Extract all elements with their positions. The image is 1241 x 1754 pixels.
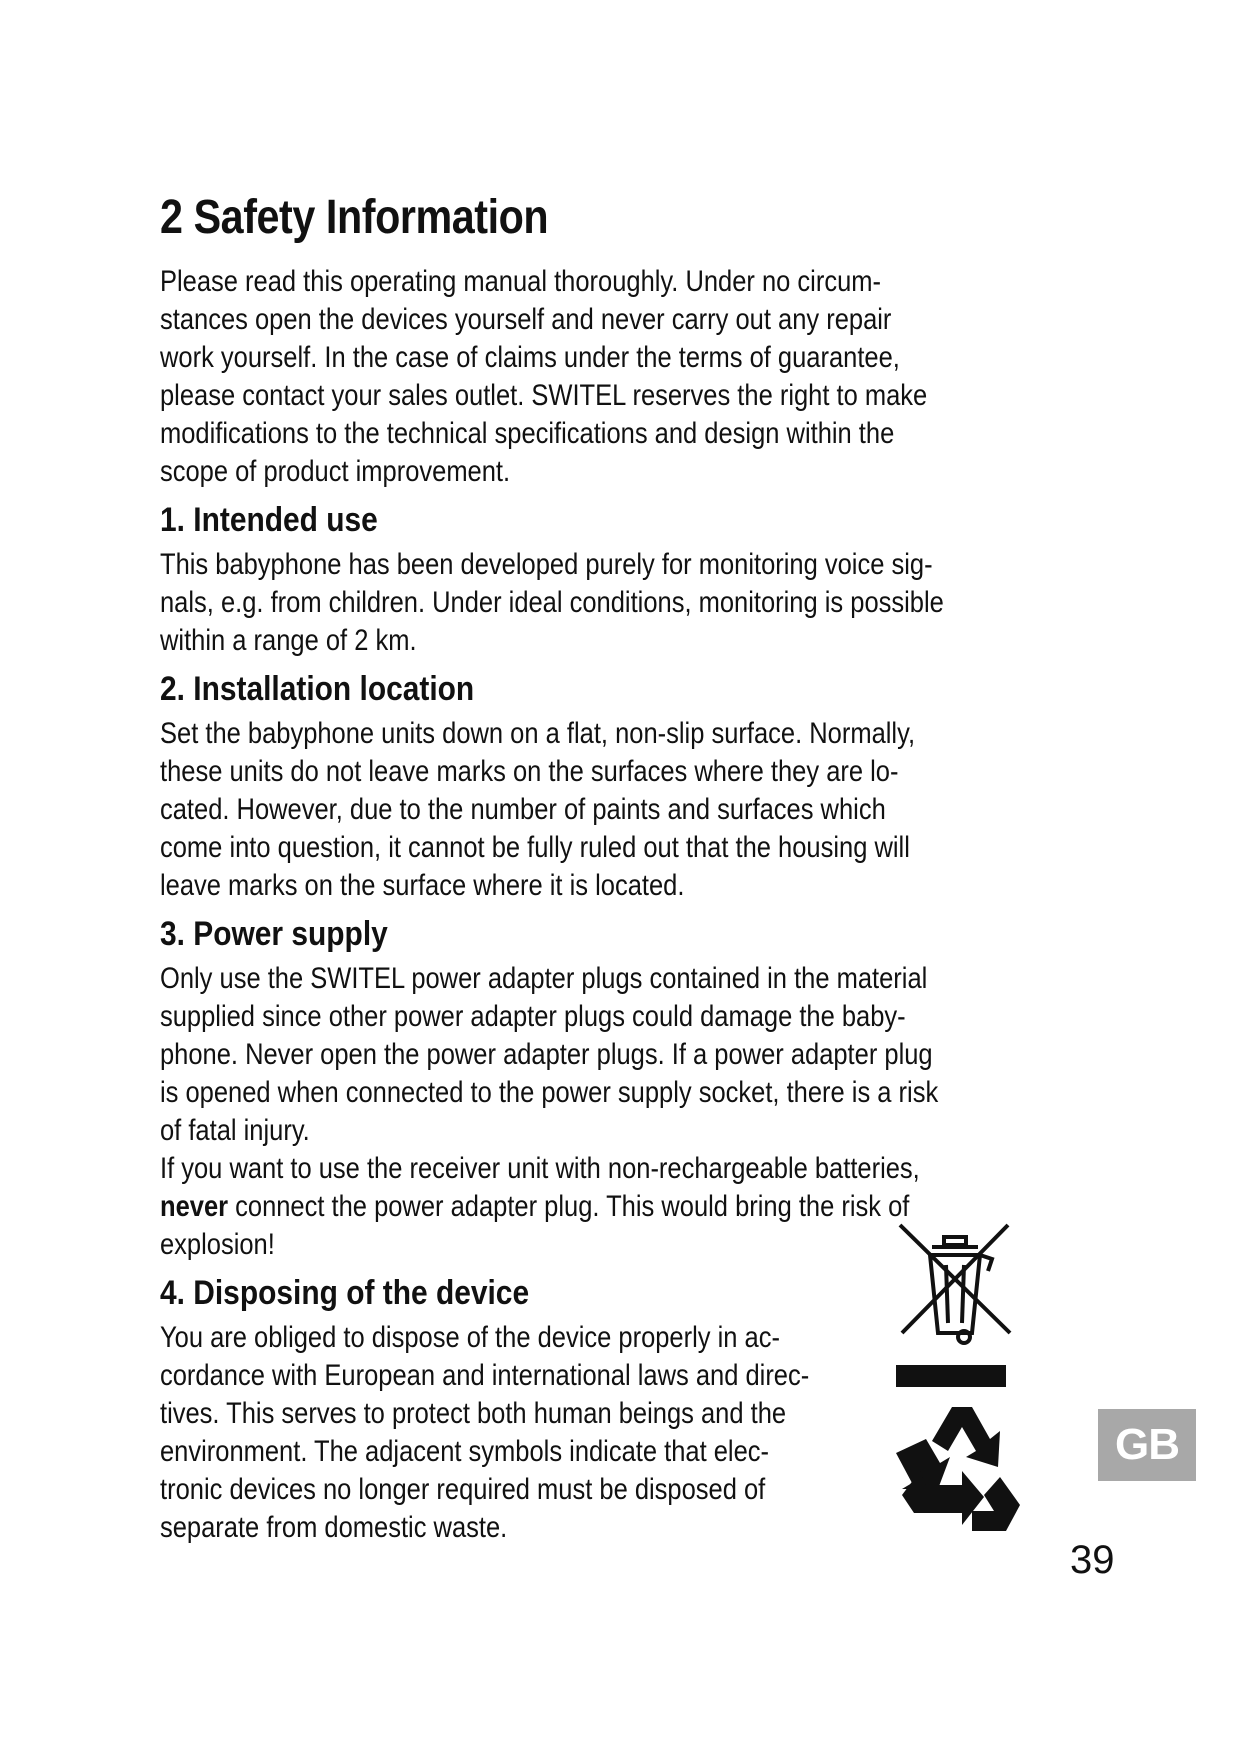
paragraph-line: these units do not leave marks on the surfaces where they are lo-	[160, 755, 899, 788]
paragraph-line: cated. However, due to the number of paints and surfaces which	[160, 793, 886, 826]
intro-line: Please read this operating manual thoroughly. Under no circum-	[160, 265, 881, 298]
intro-line: please contact your sales outlet. SWITEL reserves the right to make	[160, 379, 928, 412]
crossed-out-wheelie-bin-icon	[880, 1215, 1030, 1545]
heading-disposing-device: 4. Disposing of the device	[160, 1274, 530, 1312]
intro-line: modifications to the technical specifications and design within the	[160, 417, 895, 450]
paragraph-line: If you want to use the receiver unit with non-rechargeable batteries,	[160, 1152, 920, 1185]
paragraph-line: is opened when connected to the power supply socket, there is a risk	[160, 1076, 939, 1109]
paragraph-line: come into question, it cannot be fully ruled out that the housing will	[160, 831, 910, 864]
paragraph-line: tronic devices no longer required must be disposed of	[160, 1473, 766, 1506]
intro-line: scope of product improvement.	[160, 455, 511, 488]
paragraph-line: phone. Never open the power adapter plugs. If a power adapter plug	[160, 1038, 933, 1071]
paragraph-line: within a range of 2 km.	[160, 624, 417, 657]
paragraph-line-with-emphasis	[160, 1188, 925, 1226]
paragraph-line: supplied since other power adapter plugs could damage the baby-	[160, 1000, 906, 1033]
paragraph-line: cordance with European and international laws and direc-	[160, 1359, 810, 1392]
disposal-symbols	[880, 1215, 1030, 1545]
heading-installation-location: 2. Installation location	[160, 670, 475, 708]
paragraph-line: of fatal injury.	[160, 1114, 310, 1147]
paragraph-line: Only use the SWITEL power adapter plugs contained in the material	[160, 962, 928, 995]
paragraph-line: leave marks on the surface where it is located.	[160, 869, 685, 902]
paragraph-line: nals, e.g. from children. Under ideal conditions, monitoring is possible	[160, 586, 944, 619]
heading-intended-use: 1. Intended use	[160, 501, 378, 539]
intro-line: stances open the devices yourself and never carry out any repair	[160, 303, 892, 336]
installation-location-paragraph	[160, 715, 1060, 905]
intro-line: work yourself. In the case of claims under the terms of guarantee,	[160, 341, 900, 374]
paragraph-line: separate from domestic waste.	[160, 1511, 508, 1544]
paragraph-line: tives. This serves to protect both human beings and the	[160, 1397, 787, 1430]
paragraph-line: This babyphone has been developed purely for monitoring voice sig-	[160, 548, 933, 581]
heading-power-supply: 3. Power supply	[160, 915, 388, 953]
paragraph-line: explosion!	[160, 1228, 275, 1261]
paragraph-line: You are obliged to dispose of the device properly in ac-	[160, 1321, 780, 1354]
intended-use-paragraph	[160, 546, 1060, 660]
emphasis-continuation: connect the power adapter plug. This would bring the risk of	[228, 1190, 910, 1223]
page-title: 2 Safety Information	[160, 191, 549, 244]
paragraph-line: Set the babyphone units down on a flat, non-slip surface. Normally,	[160, 717, 916, 750]
page-number: 39	[1070, 1538, 1115, 1582]
emphasis-never: never	[160, 1190, 229, 1223]
paragraph-line: environment. The adjacent symbols indicate that elec-	[160, 1435, 770, 1468]
recycling-arrows-icon	[896, 1407, 1020, 1531]
intro-paragraph	[160, 263, 1060, 491]
language-badge: GB	[1098, 1409, 1196, 1481]
